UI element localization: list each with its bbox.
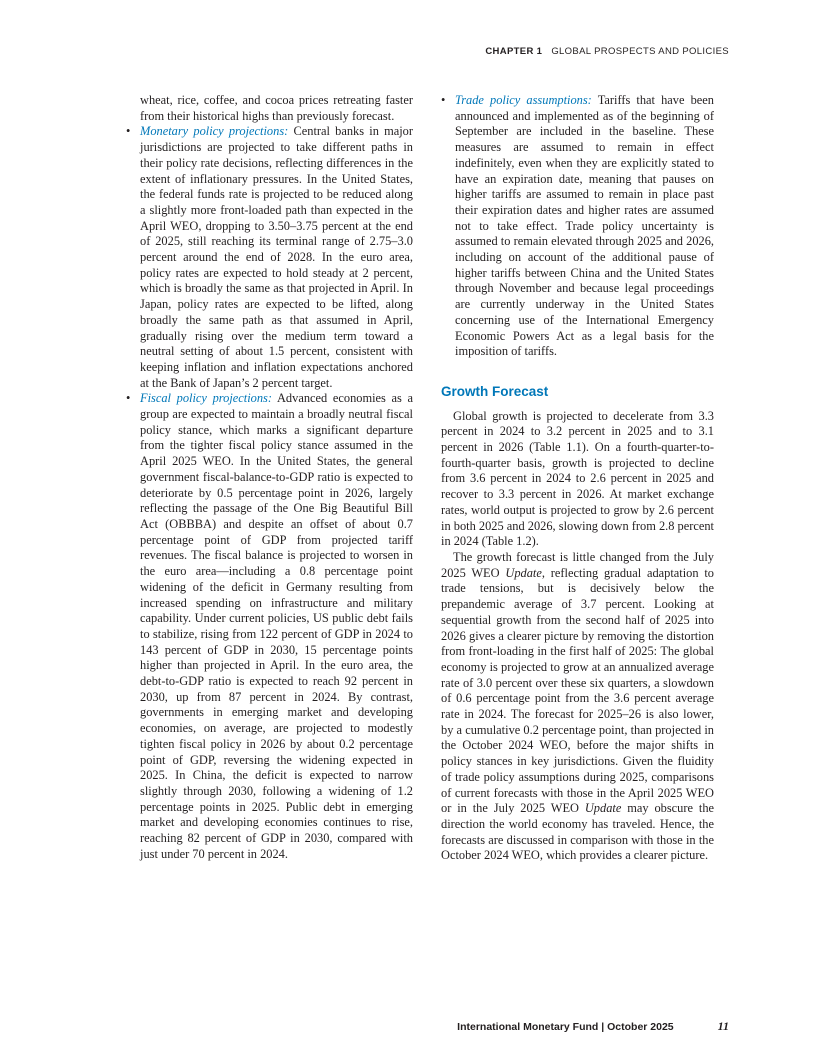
bullet-item-monetary-policy — [126, 124, 414, 391]
continuation-paragraph: wheat, rice, coffee, and cocoa prices retreating faster from their historical highs than previously forecast. — [140, 93, 413, 123]
chapter-title: GLOBAL PROSPECTS AND POLICIES — [551, 46, 729, 57]
growth-forecast-heading: Growth Forecast — [441, 383, 549, 399]
bullet-lead-fiscal: Fiscal policy projections: — [140, 391, 272, 406]
bullet-body-trade: Tariffs that have been announced and implemented as of the beginning of September are included in the baseline. These measures are assumed to remain in effect indefinitely, even when they are explicitly stated to have an expiration date, meaning that pauses on higher tariffs are assumed to remain in place past their expiration dates and higher rates are assumed not to take effect. Trade policy uncertainty is assumed to remain elevated through 2025 and 2026, including on account of the additional pause of higher tariffs between China and the United States through November and because legal proceedings are currently underway in the United States concerning use of the International Emergency Economic Powers Act as a legal basis for the imposition of tariffs. — [455, 93, 714, 359]
growth-paragraph-1: Global growth is projected to decelerate from 3.3 percent in 2024 to 3.2 percent in 2025 and to 3.1 percent in 2026 (Table 1.1). On a fourth-quarter-to-fourth-quarter basis, growth is projected to decline from 3.6 percent in 2024 to 2.6 percent in 2025 and recover to 3.3 percent in 2026. At market exchange rates, world output is projected to grow by 2.6 percent in both 2025 and 2026, slowing down from 2.8 percent in 2024 (Table 1.2). — [441, 408, 714, 549]
update-title-italic: Update — [505, 565, 542, 580]
paragraph-segment: may obscure the direction the world economy has traveled. Hence, the forecasts are discussed in comparison with those in the October 2024 WEO, which provides a clearer picture. — [441, 801, 715, 863]
page-footer — [457, 1019, 729, 1034]
right-column — [441, 93, 714, 864]
page-number: 11 — [717, 1019, 729, 1033]
left-column — [126, 93, 414, 862]
growth-paragraph-2 — [441, 550, 714, 864]
bullet-marker: • — [126, 391, 131, 406]
page-header — [0, 46, 729, 57]
bullet-body-monetary: Central banks in major jurisdictions are projected to take different paths in their policy rate decisions, reflecting differences in the extent of inflationary pressures. In the United States, the federal funds rate is projected to be reduced along a slightly more front-loaded path than expected in the April WEO, dropping to 3.50–3.75 percent at the end of 2025, still reaching its terminal range of 2.75–3.0 percent around the end of 2028. In the euro area, policy rates are expected to hold steady at 2 percent, which is broadly the same as that projected in April. In Japan, policy rates are expected to be lifted, along broadly the same path as that assumed in April, gradually rising over the medium term toward a neutral setting of about 1.5 percent, consistent with keeping inflation and inflation expectations anchored at the Bank of Japan’s 2 percent target. — [140, 124, 414, 390]
bullet-marker: • — [126, 124, 131, 139]
paragraph-segment: , reflecting gradual adaptation to trade tensions, but is decisively below the prepandemic average of 3.7 percent. Looking at sequential growth from the second half of 2025 into 2026 gives a clearer picture by removing the distortion from front-loading in the first half of 2025: The global economy is projected to grow at an annualized average rate of 3.0 percent over these six quarters, a slowdown of 0.6 percentage point from the 3.6 percent average rate in 2024. The forecast for 2025–26 is also lower, by a cumulative 0.2 percentage point, than projected in the October 2024 WEO, before the major shifts in policy stances in key jurisdictions. Given the fluidity of trade policy assumptions during 2025, comparisons of current forecasts with those in the April 2025 WEO or in the July 2025 WEO — [441, 565, 715, 816]
bullet-lead-trade: Trade policy assumptions: — [455, 93, 592, 107]
bullet-lead-monetary: Monetary policy projections: — [140, 124, 289, 139]
footer-publisher: International Monetary Fund | October 2025 — [457, 1021, 674, 1033]
bullet-marker: • — [441, 93, 446, 107]
chapter-label: CHAPTER 1 — [485, 46, 543, 57]
update-title-italic: Update — [584, 801, 622, 816]
bullet-body-fiscal: Advanced economies as a group are expected to maintain a broadly neutral fiscal policy stance, which marks a significant departure from the tighter fiscal policy stance assumed in the April 2025 WEO. In the United States, the general government fiscal-balance-to-GDP ratio is expected to deteriorate by 0.5 percentage point in 2026, largely reflecting the passage of the One Big Beautiful Bill Act (OBBBA) and despite an offset of about 0.7 percentage point of GDP from projected tariff revenues. The fiscal balance is projected to worsen in the euro area—including a 0.8 percentage point widening of the deficit in Germany resulting from increased spending on infrastructure and military capability. Under current policies, US public debt fails to stabilize, rising from 122 percent of GDP in 2024 to 143 percent of GDP in 2030, 15 percentage points higher than projected in April. In the euro area, the debt-to-GDP ratio is expected to reach 92 percent in 2030, up from 87 percent in 2024. By contrast, governments in emerging market and developing economies, on average, are projected to modestly tighten fiscal policy in 2026 by about 0.2 percentage point of GDP, reversing the widening expected in 2025. In China, the deficit is expected to narrow slightly through 2030, following a widening of 1.2 percentage points in 2025. Public debt in emerging market and developing economies continues to rise, reaching 82 percent of GDP in 2030, compared with just under 70 percent in 2024. — [140, 391, 414, 861]
bullet-item-trade-policy — [441, 93, 714, 360]
paragraph-segment: The growth forecast is little changed from the July 2025 WEO — [441, 549, 714, 580]
bullet-item-fiscal-policy — [126, 391, 414, 862]
